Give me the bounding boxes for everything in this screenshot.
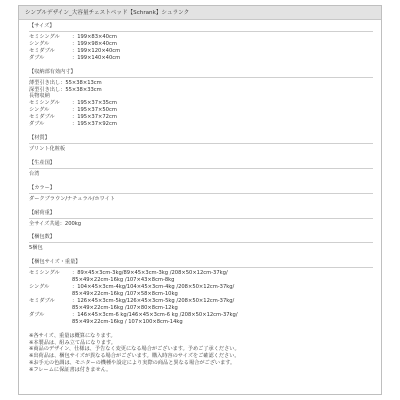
list-item [29, 41, 373, 48]
package-size-values [72, 284, 234, 298]
packages-section [29, 234, 373, 252]
package-size-values [72, 270, 228, 284]
package-size-line: 85×49×22cm-16kg /107×80×8cm-12kg [72, 304, 178, 311]
package-size-label: セミダブル [29, 298, 55, 304]
list-item [29, 114, 373, 121]
storage-line: 薄型引き出し：55×38×13cm [29, 79, 102, 86]
size-value: ：199×98×40cm [72, 40, 117, 47]
package-size-line: ：104×45×3cm-4kg/104×45×3cm-4kg /208×50×12cm-37kg/ [72, 284, 235, 291]
size-section [29, 23, 373, 62]
storage-line: 深型引き出し：55×38×33cm [29, 86, 102, 93]
list-item [29, 284, 373, 298]
package-size-line: ：126×45×3cm-5kg/126×45×3cm-5kg /208×50×12cm-37kg/ [72, 298, 235, 304]
size-value: ：199×140×40cm [72, 54, 121, 61]
load-heading: 【耐荷重】 [29, 209, 55, 216]
storage-label: ダブル [29, 121, 45, 128]
package-size-values [72, 298, 234, 312]
packages-heading: 【梱包数】 [29, 234, 55, 241]
note-line: ※各サイズ、重量は概算になります。 [29, 332, 116, 339]
origin-value: 台湾 [29, 170, 40, 177]
spec-content [19, 20, 381, 374]
storage-value: ：195×37×72cm [72, 114, 117, 121]
color-section [29, 185, 373, 203]
spec-document [18, 5, 382, 395]
package-size-heading: 【梱包サイズ・重量】 [29, 259, 81, 266]
color-heading: 【カラー】 [29, 184, 55, 191]
storage-subheading: 長物収納 [29, 93, 50, 100]
storage-value: ：195×37×50cm [72, 107, 117, 114]
list-item [29, 100, 373, 107]
material-heading: 【材質】 [29, 134, 50, 141]
size-value: ：199×83×40cm [72, 34, 117, 40]
size-label: ダブル [29, 54, 45, 61]
list-item [29, 107, 373, 114]
load-section [29, 210, 373, 228]
package-size-line: ：89×45×3cm-3kg/89×45×3cm-3kg /208×50×12cm-37kg/ [72, 270, 228, 277]
divider [29, 143, 373, 144]
package-size-label: シングル [29, 284, 50, 291]
note-line: ※お手元の色調は、モニターの機種や設定により実際の商品と異なる場合がございます。 [29, 360, 236, 367]
note-line: ※フレームに保証書は付きません。 [29, 367, 112, 374]
size-label: セミシングル [29, 34, 60, 40]
divider [29, 168, 373, 169]
list-item [29, 298, 373, 312]
storage-heading: 【収納部有効内寸】 [29, 68, 76, 75]
package-size-section [29, 259, 373, 325]
package-size-line: 85×49×22cm-16kg / 107×100×8cm-14kg [72, 318, 183, 325]
origin-heading: 【生産国】 [29, 159, 55, 166]
storage-section [29, 69, 373, 128]
storage-value: ：195×37×35cm [72, 100, 117, 107]
note-line: ※商品のデザイン、仕様は、予告なく変更になる場合がございます。予めご了承ください。 [29, 346, 240, 353]
list-item [29, 55, 373, 62]
divider [29, 31, 373, 32]
page-title: シンプルデザイン_大容量チェストベッド【Schrank】シュランク [19, 6, 381, 20]
divider [29, 242, 373, 243]
note-line: ※本製品は、組み立て品になります。 [29, 339, 116, 346]
material-value: プリント化粧板 [29, 145, 66, 152]
divider [29, 77, 373, 78]
list-item [29, 312, 373, 326]
package-size-line: 85×49×22cm-16kg /107×43×8cm-8kg [72, 277, 175, 284]
divider [29, 267, 373, 268]
material-section [29, 135, 373, 153]
package-size-line: ：146×45×3cm-6 kg/146×45×3cm-6 kg /208×50×12cm-37kg/ [72, 311, 238, 318]
storage-label: セミダブル [29, 114, 55, 121]
divider [29, 218, 373, 219]
package-size-line: 85×49×22cm-16kg /107×58×8cm-10kg [72, 291, 178, 298]
origin-section [29, 160, 373, 178]
package-size-label: セミシングル [29, 270, 60, 277]
size-label: シングル [29, 40, 50, 47]
size-heading: 【サイズ】 [29, 23, 55, 29]
list-item [29, 121, 373, 128]
notes-section [29, 333, 373, 374]
list-item [29, 48, 373, 55]
size-label: セミダブル [29, 47, 55, 54]
divider [29, 193, 373, 194]
list-item [29, 34, 373, 41]
size-value: ：199×120×40cm [72, 47, 121, 54]
storage-label: シングル [29, 107, 50, 114]
packages-value: 5梱包 [29, 245, 43, 252]
storage-label: セミシングル [29, 100, 60, 107]
load-value: 全サイズ共通：200kg [29, 220, 82, 227]
color-value: ダークブラウン/ナチュラル/ホワイト [29, 195, 116, 202]
list-item [29, 270, 373, 284]
package-size-values [72, 312, 238, 326]
package-size-label: ダブル [29, 311, 45, 318]
storage-value: ：195×37×92cm [72, 121, 117, 128]
note-line: ※出荷品は、梱包サイズが異なる場合がございます。購入時容のサイズをご確認ください。 [29, 353, 240, 360]
